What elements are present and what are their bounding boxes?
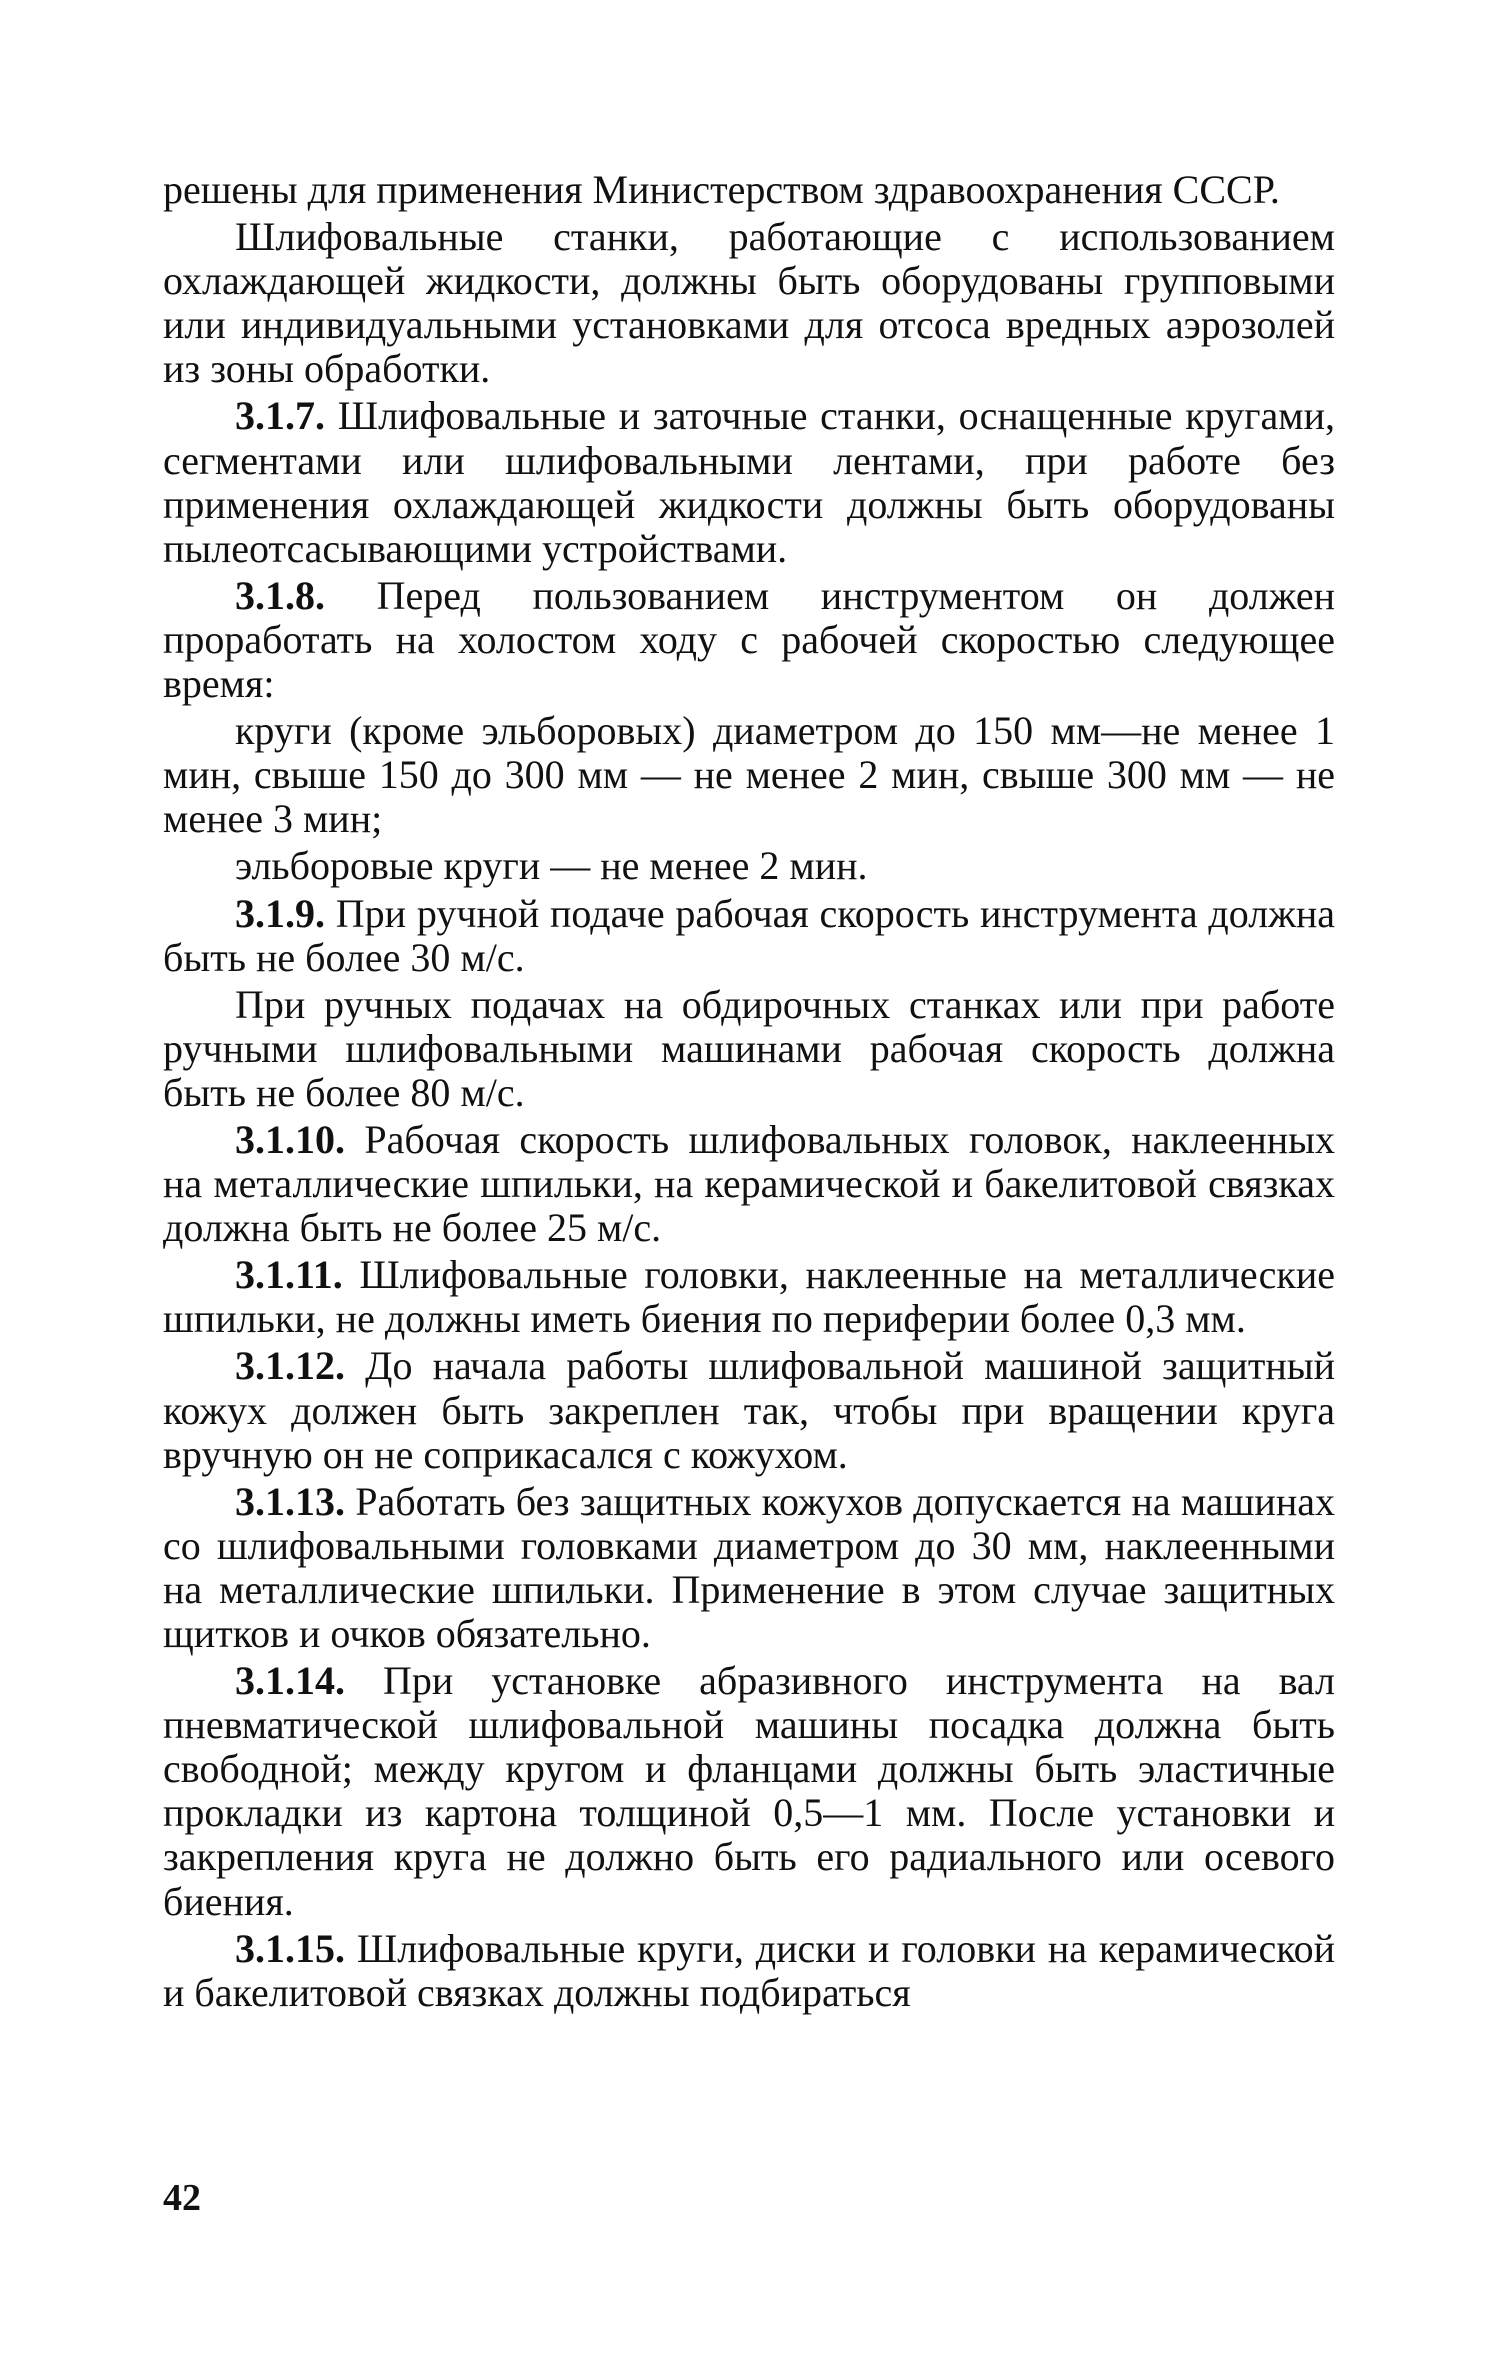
paragraph-text: При установке абразивного инструмента на вал пневматической шлифовальной машины посадка должна быть свободной; между кругом и фланцами должны быть эластичные прокладки из картона толщиной 0,5—1 мм. После установки и закрепления круга не должно быть его радиального или осевого биения. [163,1658,1335,1924]
clause-number: 3.1.14. [235,1658,345,1704]
paragraph-coolant-machines [163,215,1335,391]
clause-3-1-15 [163,1927,1335,2015]
clause-number: 3.1.7. [235,393,325,439]
clause-number: 3.1.12. [235,1343,345,1389]
clause-3-1-14 [163,1659,1335,1924]
paragraph-text: Работать без защитных кожухов допускается на машинах со шлифовальными головками диаметром до 30 мм, наклеенными на металлические шпильки. Применение в этом случае защитных щитков и очков обязательно. [163,1478,1336,1656]
paragraph-manual-feed [163,983,1335,1115]
paragraph-text: Перед пользованием инструментом он должен проработать на холостом ходу с рабочей скоростью следующее время: [163,572,1336,707]
paragraph-text: Шлифовальные станки, работающие с использованием охлаждающей жидкости, должны быть оборудованы групповыми или индивидуальными установками для отсоса вредных аэрозолей из зоны обработки. [163,214,1335,392]
clause-number: 3.1.10. [235,1116,345,1162]
paragraph-text: Рабочая скорость шлифовальных головок, наклеенных на металлические шпильки, на керамической и бакелитовой связках должна быть не более 25 м/с. [163,1116,1335,1251]
clause-number: 3.1.9. [235,890,325,936]
paragraph-text: При ручной подаче рабочая скорость инструмента должна быть не более 30 м/с. [163,890,1335,980]
paragraph-continuation [163,168,1335,212]
body-text [163,168,1335,2018]
paragraph-text: При ручных подачах на обдирочных станках или при работе ручными шлифовальными машинами рабочая скорость должна быть не более 80 м/с. [163,981,1335,1115]
clause-3-1-8 [163,574,1335,706]
clause-number: 3.1.13. [235,1478,345,1524]
paragraph-text: круги (кроме эльборовых) диаметром до 150 мм—не менее 1 мин, свыше 150 до 300 мм — не менее 2 мин, свыше 300 мм — не менее 3 мин; [163,708,1335,842]
clause-number: 3.1.11. [235,1252,343,1298]
clause-number: 3.1.8. [235,572,325,618]
clause-3-1-11 [163,1253,1335,1341]
clause-3-1-12 [163,1344,1335,1476]
clause-3-1-10 [163,1118,1335,1250]
clause-3-1-13 [163,1480,1335,1656]
paragraph-text: эльборовые круги — не менее 2 мин. [235,843,868,889]
paragraph-text: решены для применения Министерством здравоохранения СССР. [163,167,1280,212]
clause-number: 3.1.15. [235,1925,345,1971]
clause-3-1-9 [163,892,1335,980]
paragraph-text: До начала работы шлифовальной машиной защитный кожух должен быть закреплен так, чтобы при вращении круга вручную он не соприкасался с кожухом. [163,1343,1336,1477]
paragraph-text: Шлифовальные круги, диски и головки на керамической и бакелитовой связках должны подбираться [163,1925,1336,2015]
paragraph-wheels-timing [163,709,1335,841]
page-number: 42 [163,2177,201,2219]
paragraph-text: Шлифовальные головки, наклеенные на металлические шпильки, не должны иметь биения по периферии более 0,3 мм. [163,1252,1335,1342]
paragraph-elbor-wheels [163,844,1335,888]
clause-3-1-7 [163,394,1335,570]
paragraph-text: Шлифовальные и заточные станки, оснащенные кругами, сегментами или шлифовальными лентами, при работе без применения охлаждающей жидкости должны быть оборудованы пылеотсасывающими устройствами. [163,393,1336,571]
